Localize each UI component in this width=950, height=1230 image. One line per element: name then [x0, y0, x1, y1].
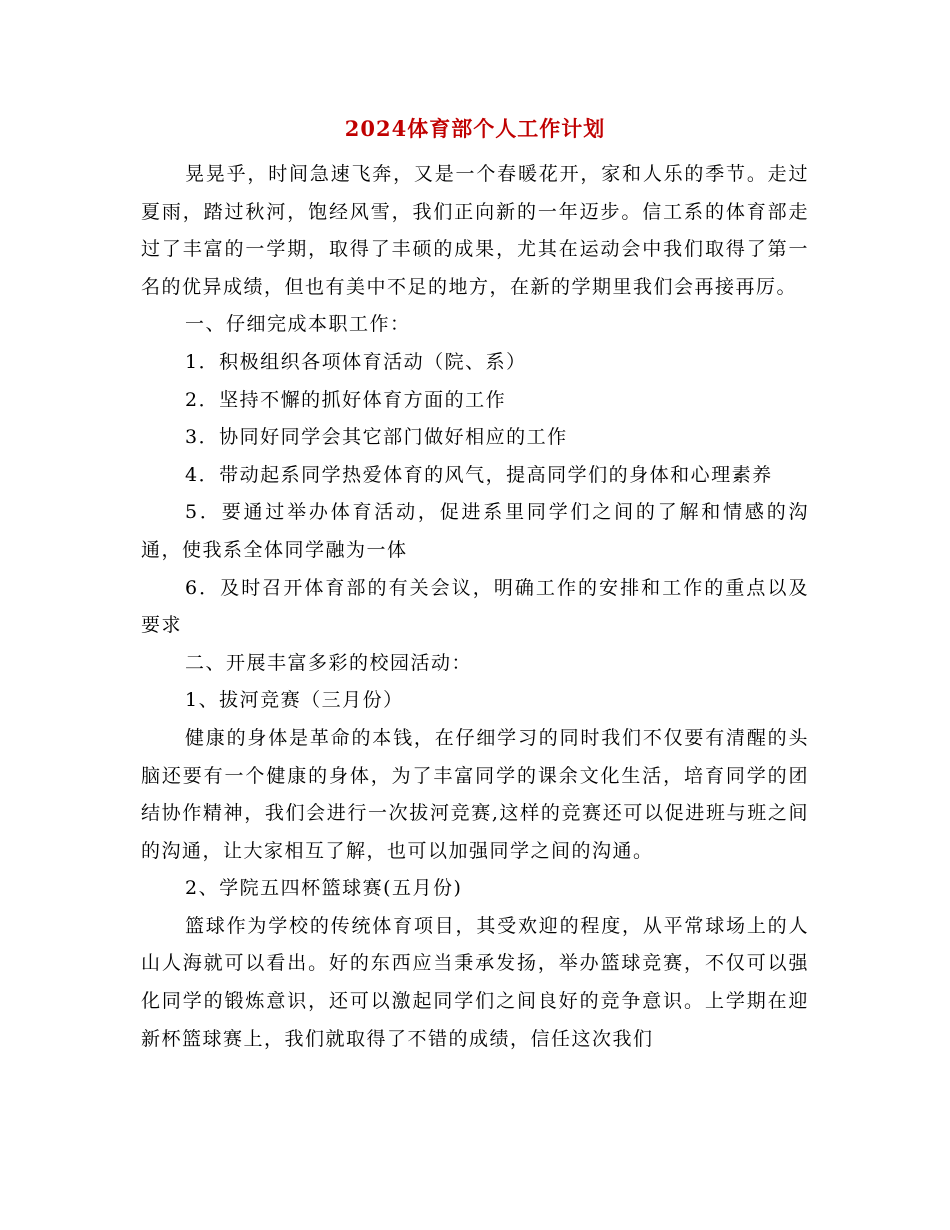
- paragraph-tug-of-war: 健康的身体是革命的本钱，在仔细学习的同时我们不仅要有清醒的头脑还要有一个健康的身体，为了丰富同学的课余文化生活，培育同学的团结协作精神，我们会进行一次拔河竞赛,这样的竞赛还可以促进班与班之间的沟通，让大家相互了解，也可以加强同学之间的沟通。: [141, 726, 809, 862]
- document-title: 2024体育部个人工作计划: [344, 116, 606, 141]
- section-heading-2: 二、开展丰富多彩的校园活动：: [185, 651, 473, 674]
- list-item: 5．要通过举办体育活动，促进系里同学们之间的了解和情感的沟通，使我系全体同学融为一体: [141, 501, 809, 561]
- subheading-basketball: 2、学院五四杯篮球赛(五月份): [185, 877, 463, 900]
- paragraph-intro: 晃晃乎，时间急速飞奔，又是一个春暖花开，家和人乐的季节。走过夏雨，踏过秋河，饱经风雪，我们正向新的一年迈步。信工系的体育部走过了丰富的一学期，取得了丰硕的成果，尤其在运动会中我们取得了第一名的优异成绩，但也有美中不足的地方，在新的学期里我们会再接再厉。: [141, 163, 809, 298]
- section-heading-1: 一、仔细完成本职工作：: [185, 313, 411, 336]
- document-body: [141, 156, 809, 1058]
- subheading-tug-of-war: 1、拔河竞赛（三月份）: [185, 689, 404, 712]
- paragraph-basketball: 篮球作为学校的传统体育项目，其受欢迎的程度，从平常球场上的人山人海就可以看出。好的东西应当秉承发扬，举办篮球竞赛，不仅可以强化同学的锻炼意识，还可以激起同学们之间良好的竞争意识。上学期在迎新杯篮球赛上，我们就取得了不错的成绩，信任这次我们: [141, 914, 809, 1050]
- list-item: 2．坚持不懈的抓好体育方面的工作: [185, 388, 507, 411]
- list-item: 6．及时召开体育部的有关会议，明确工作的安排和工作的重点以及要求: [141, 576, 809, 637]
- list-item: 3．协同好同学会其它部门做好相应的工作: [185, 426, 568, 449]
- list-item: 1．积极组织各项体育活动（院、系）: [185, 350, 527, 373]
- list-item: 4．带动起系同学热爱体育的风气，提高同学们的身体和心理素养: [185, 463, 773, 486]
